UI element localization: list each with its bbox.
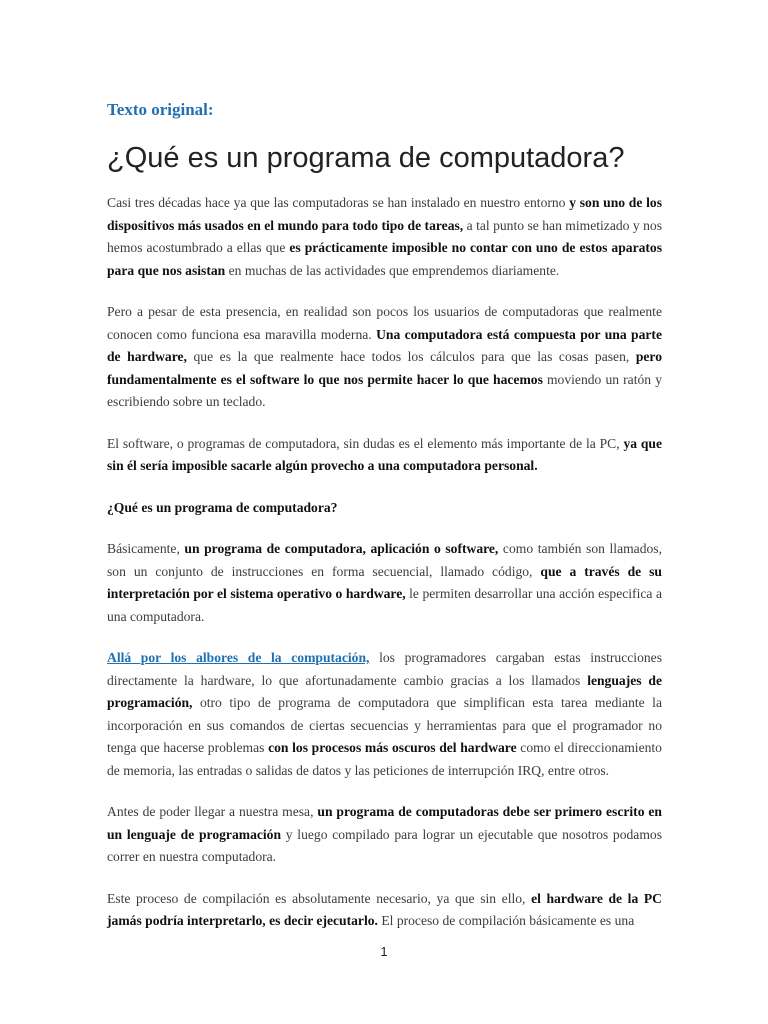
text-run: a tal punto se han mimetizado y nos hemos acostumbrado a ellas que (107, 217, 662, 255)
bold-text: un programa de computadora, aplicación o software, (184, 541, 499, 556)
paragraph (107, 433, 662, 478)
text-run: en muchas de las actividades que emprendemos diariamente. (225, 262, 560, 278)
text-run: moviendo un ratón y escribiendo sobre un teclado. (107, 371, 662, 409)
paragraph (107, 538, 662, 628)
bold-text: y son uno de los dispositivos más usados en el mundo para todo tipo de tareas, (107, 195, 662, 233)
text-run: otro tipo de programa de computadora que simplifican esta tarea mediante la incorporación en sus comandos de ciertas secuencias y herramientas para que el programador no tenga que hacerse problemas (107, 695, 662, 755)
section-heading (107, 497, 662, 520)
bold-text: un programa de computadoras debe ser primero escrito en un lenguaje de programación (107, 804, 662, 842)
page-title: ¿Qué es un programa de computadora? (107, 142, 625, 174)
bold-text: lenguajes de programación, (107, 672, 662, 710)
text-run: que es la que realmente hace todos los cálculos para que las cosas pasen, (186, 349, 636, 364)
bold-text: el hardware de la PC jamás podría interpretarlo, es decir ejecutarlo. (107, 890, 662, 928)
text-run: Antes de poder llegar a nuestra mesa, (107, 804, 318, 819)
document-body (107, 192, 662, 952)
text-run: los programadores cargaban estas instrucciones directamente la hardware, lo que afortunadamente cambio gracias a los llamados (107, 650, 662, 688)
paragraph (107, 888, 662, 933)
bold-text: ¿Qué es un programa de computadora? (107, 499, 338, 515)
text-run: Este proceso de compilación es absolutamente necesario, ya que sin ello, (107, 890, 532, 906)
bold-text: pero fundamentalmente es el software lo que nos permite hacer lo que hacemos (107, 349, 663, 387)
text-run: le permiten desarrollar una acción especifica a una computadora. (107, 586, 662, 624)
bold-text: es prácticamente imposible no contar con uno de estos aparatos para que nos asistan (107, 240, 663, 278)
text-run: Básicamente, (107, 541, 185, 556)
text-run: como también son llamados, son un conjunto de instrucciones en forma secuencial, llamado código, (107, 541, 662, 579)
paragraph (107, 647, 662, 782)
text-run: Pero a pesar de esta presencia, en realidad son pocos los usuarios de computadoras que realmente conocen como funciona esa maravilla moderna. (107, 304, 662, 342)
inline-link[interactable]: Allá por los albores de la computación, (107, 650, 370, 665)
page-number: 1 (380, 944, 388, 959)
text-run: El proceso de compilación básicamente es una (377, 913, 635, 928)
text-run: como el direccionamiento de memoria, las entradas o salidas de datos y las peticiones de interrupción IRQ, entre otros. (107, 740, 662, 778)
bold-text: con los procesos más oscuros del hardware (268, 740, 517, 755)
bold-text: ya que sin él sería imposible sacarle algún provecho a una computadora personal. (107, 435, 662, 473)
text-run: El software, o programas de computadora, sin dudas es el elemento más importante de la PC, (107, 435, 624, 451)
text-run: y luego compilado para lograr un ejecutable que nosotros podamos correr en nuestra computadora. (107, 826, 662, 864)
original-text-label: Texto original: (107, 100, 214, 119)
paragraph (107, 801, 662, 869)
paragraph (107, 192, 662, 282)
bold-text: Una computadora está compuesta por una parte de hardware, (107, 326, 662, 364)
bold-text: que a través de su interpretación por el sistema operativo o hardware, (107, 563, 662, 601)
text-run: Casi tres décadas hace ya que las computadoras se han instalado en nuestro entorno (107, 195, 570, 210)
paragraph (107, 301, 662, 414)
